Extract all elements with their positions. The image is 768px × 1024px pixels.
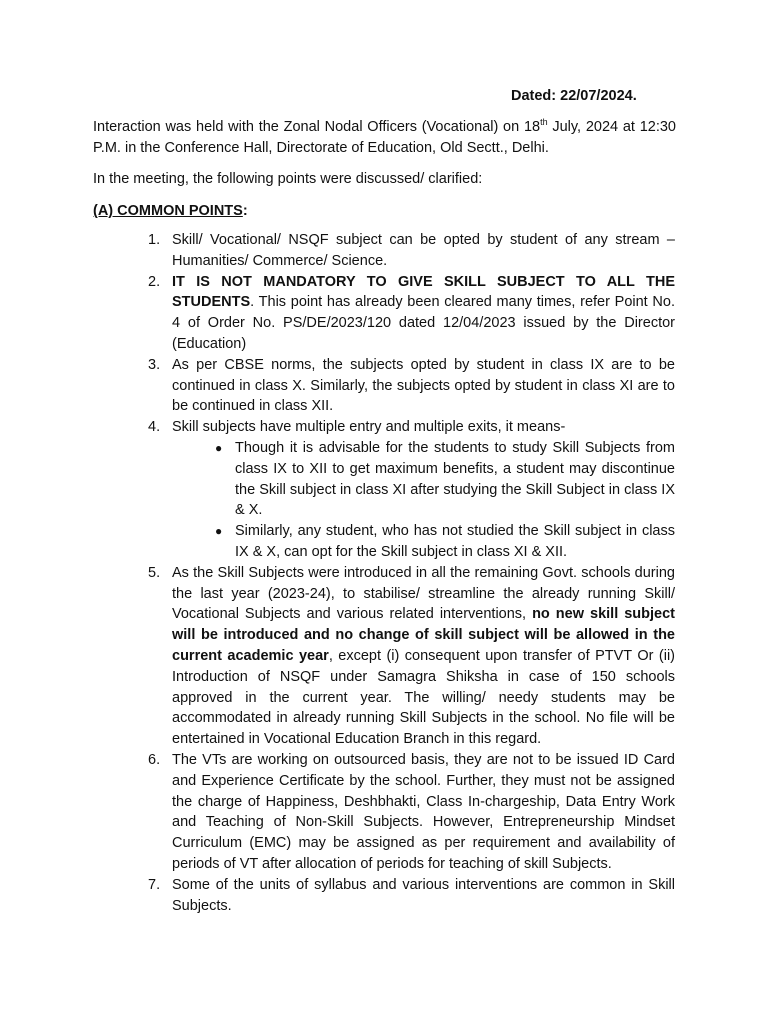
list-item-5 <box>148 563 676 750</box>
list-number: 6. <box>148 751 161 768</box>
list-number: 4. <box>148 419 161 436</box>
list-item-text: As per CBSE norms, the subjects opted by student in class IX are to be continued in class X. Similarly, the subjects opted by student in class XI are to be continued in class XII. <box>172 356 675 415</box>
list-number: 7. <box>148 876 161 893</box>
sub-bullet-item <box>215 438 675 521</box>
list-item-6 <box>148 750 675 875</box>
section-heading-title: (A) COMMON POINTS <box>93 203 243 219</box>
sub-bullet-text: Though it is advisable for the students to study Skill Subjects from class IX to XII to get maximum benefits, a student may discontinue the Skill subject in class XI after studying the Skill Subject in class IX & X. <box>235 439 675 519</box>
list-item-text: Skill subjects have multiple entry and multiple exits, it means- <box>172 419 566 436</box>
date-line: Dated: 22/07/2024. <box>511 88 637 104</box>
list-item-3 <box>148 355 675 417</box>
list-number: 1. <box>148 232 161 248</box>
ordinal-suffix: th <box>540 117 548 128</box>
list-item-2 <box>148 272 675 355</box>
list-item-text: Some of the units of syllabus and various interventions are common in Skill Subjects. <box>172 876 675 914</box>
list-item-bold-text: no new skill subject will be introduced and no change of skill subject will be allowed in the current academic year <box>172 606 675 664</box>
sub-bullet-list <box>215 438 675 563</box>
meeting-paragraph: In the meeting, the following points were discussed/ clarified: <box>93 171 483 187</box>
intro-paragraph <box>93 117 676 159</box>
list-item-text: Skill/ Vocational/ NSQF subject can be opted by student of any stream – Humanities/ Commerce/ Science. <box>172 232 675 269</box>
section-heading <box>93 201 248 222</box>
common-points-list <box>148 230 676 916</box>
sub-bullet-item <box>215 521 675 563</box>
bullet-icon: ● <box>215 440 223 455</box>
list-item-4 <box>148 417 675 563</box>
list-item-text: . This point has already been cleared many times, refer Point No. 4 of Order No. PS/DE/2023/120 dated 12/04/2023 issued by the Director (Education) <box>172 294 675 352</box>
section-heading-colon: : <box>242 203 248 219</box>
list-item-bold-text: IT IS NOT MANDATORY TO GIVE SKILL SUBJECT TO ALL THE STUDENTS <box>172 273 675 311</box>
list-item-text: As the Skill Subjects were introduced in all the remaining Govt. schools during the last year (2023-24), to stabilise/ streamline the already running Skill/ Vocational Subjects and various related interventions, <box>172 564 675 623</box>
list-item-text: The VTs are working on outsourced basis, they are not to be issued ID Card and Experience Certificate by the school. Further, they must not be assigned the charge of Happiness, Deshbhakti, Class In-chargeship, Data Entry Work and Teaching of Non-Skill Subjects. However, Entrepreneurship Mindset Curriculum (EMC) may be assigned as per requirement and availability of periods of VT after allocation of periods for teaching of skill Subjects. <box>172 751 675 872</box>
list-number: 3. <box>148 356 161 373</box>
list-item-7 <box>148 875 675 917</box>
intro-text-start: Interaction was held with the Zonal Nodal Officers (Vocational) on 18 <box>93 119 541 135</box>
sub-bullet-text: Similarly, any student, who has not studied the Skill subject in class IX & X, can opt for the Skill subject in class XI & XII. <box>235 523 675 560</box>
list-item-text-end: , except (i) consequent upon transfer of PTVT Or (ii) Introduction of NSQF under Samagra Shiksha in case of 150 schools approved in the current year. The willing/ needy students may be accommodated in already running Skill Subjects in the school. No file will be entertained in Vocational Education Branch in this regard. <box>172 647 676 748</box>
list-number: 5. <box>148 564 161 581</box>
list-item-1 <box>148 230 675 272</box>
bullet-icon: ● <box>215 524 223 539</box>
list-number: 2. <box>148 273 161 290</box>
intro-text-end: July, 2024 at 12:30 P.M. in the Conference Hall, Directorate of Education, Old Sectt., Delhi. <box>93 119 676 156</box>
